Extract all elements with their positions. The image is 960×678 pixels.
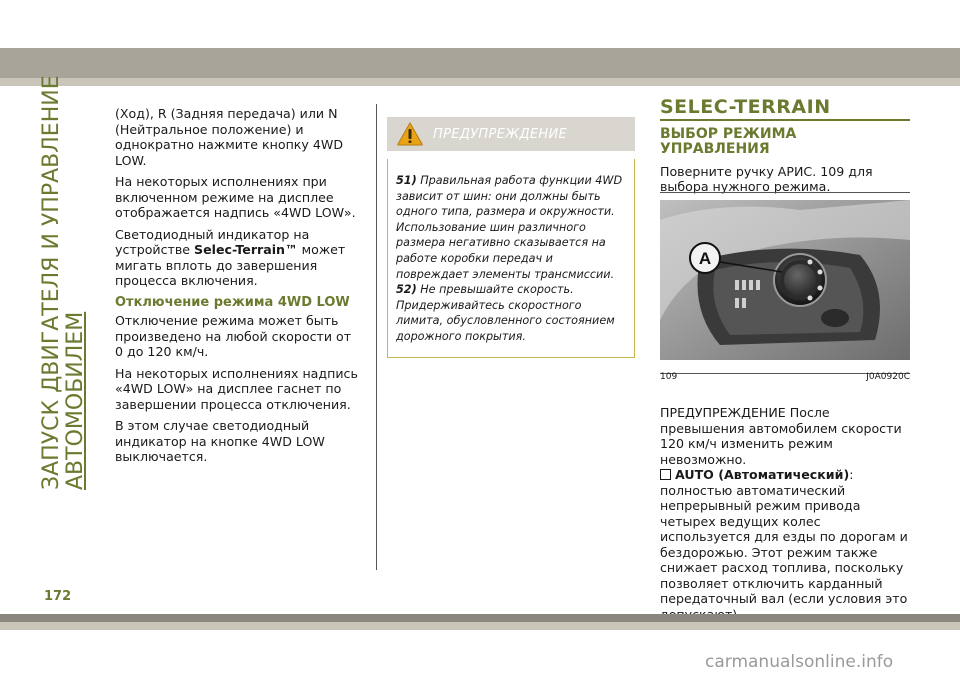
paragraph-3 [115, 227, 363, 289]
right-column-lower [660, 405, 910, 622]
auto-mode-label: AUTO (Автоматический) [675, 467, 850, 482]
auto-mode-description: полностью автоматический непрерывный режим привода четырех ведущих колес используется для езды по дорогам и бездорожью. Этот режим также снижает расход топлива, поскольку позволяет отключить карданный передаточный вал (если условия это [660, 482, 908, 606]
speed-warning-text: ПРЕДУПРЕЖДЕНИЕ После превышения автомобилем скорости 120 км/ч изменить режим невозможно. [660, 405, 902, 467]
warning-header [387, 117, 635, 151]
section-title-vertical [40, 75, 88, 490]
page-top-margin [0, 0, 960, 48]
watermark: carmanualsonline.info [705, 652, 894, 672]
subheading-4wd-low-off: Отключение режима 4WD LOW [115, 294, 350, 310]
header-bar [0, 48, 960, 78]
selec-terrain-title: SELEC-TERRAIN [660, 100, 910, 121]
paragraph-6: В этом случае светодиодный индикатор на кнопке 4WD LOW выключается. [115, 418, 325, 464]
paragraph-4: Отключение режима может быть произведено на любой скорости от 0 до 120 км/ч. [115, 313, 352, 359]
warning-body [387, 159, 635, 358]
selec-terrain-knob-photo [660, 200, 910, 360]
paragraph-2: На некоторых исполнениях при включенном режиме на дисплее отображается надпись «4WD LOW». [115, 174, 356, 220]
warning-51-text: Правильная работа функции 4WD зависит от шин: они должны быть одного типа, размера и окружности. Использование шин различного размера негативно сказывается на работе коробки передач и повреждает элементы трансмиссии. [396, 174, 623, 281]
section-title-line1: ЗАПУСК ДВИГАТЕЛЯ И УПРАВЛЕНИЕ [39, 75, 64, 490]
figure-callout-a: A [698, 249, 712, 268]
paragraph-3-start: Светодиодный индикатор на устройстве [115, 226, 310, 257]
warning-51-number: 51) [396, 174, 417, 187]
page-number: 172 [44, 589, 72, 604]
header-bar-light [0, 78, 960, 86]
column-divider [376, 104, 377, 570]
figure-109 [660, 192, 910, 374]
paragraph-1: (Ход), R (Задняя передача) или N (Нейтральное положение) и однократно нажмите кнопку 4WD LOW. [115, 106, 344, 168]
warning-51 [396, 173, 626, 282]
paragraph-3-end: может мигать вплоть до завершения процесса включения. [115, 242, 346, 288]
intro-text: Поверните ручку АРИС. 109 для выбора нужного режима. [660, 163, 873, 194]
warning-52-text: Не превышайте скорость. Придерживайтесь скоростного лимита, обусловленного состоянием дорожного покрытия. [396, 283, 615, 343]
auto-mode-text [660, 467, 910, 622]
selec-terrain-bold: Selec-Terrain™ [194, 242, 298, 257]
section-title-line2: АВТОМОБИЛЕМ [63, 311, 88, 490]
footer-bar-light [0, 622, 960, 630]
paragraph-5: На некоторых исполнениях надпись «4WD LOW» на дисплее гаснет по завершении процесса отключения. [115, 365, 358, 412]
checkbox-bullet-icon [660, 469, 671, 480]
mode-select-subtitle: ВЫБОР РЕЖИМА УПРАВЛЕНИЯ [660, 125, 797, 157]
figure-code: J0A0920C [866, 372, 910, 382]
warning-box [387, 117, 635, 358]
warning-triangle-icon [387, 122, 433, 146]
warning-52 [396, 282, 626, 344]
figure-number: 109 [660, 372, 678, 382]
right-column [660, 96, 910, 195]
auto-mode-colon: : [849, 467, 854, 482]
figure-caption [660, 372, 910, 382]
left-column [115, 106, 363, 471]
footer-bar-dark [0, 614, 960, 622]
warning-52-number: 52) [396, 283, 417, 297]
warning-title: ПРЕДУПРЕЖДЕНИЕ [433, 126, 568, 142]
